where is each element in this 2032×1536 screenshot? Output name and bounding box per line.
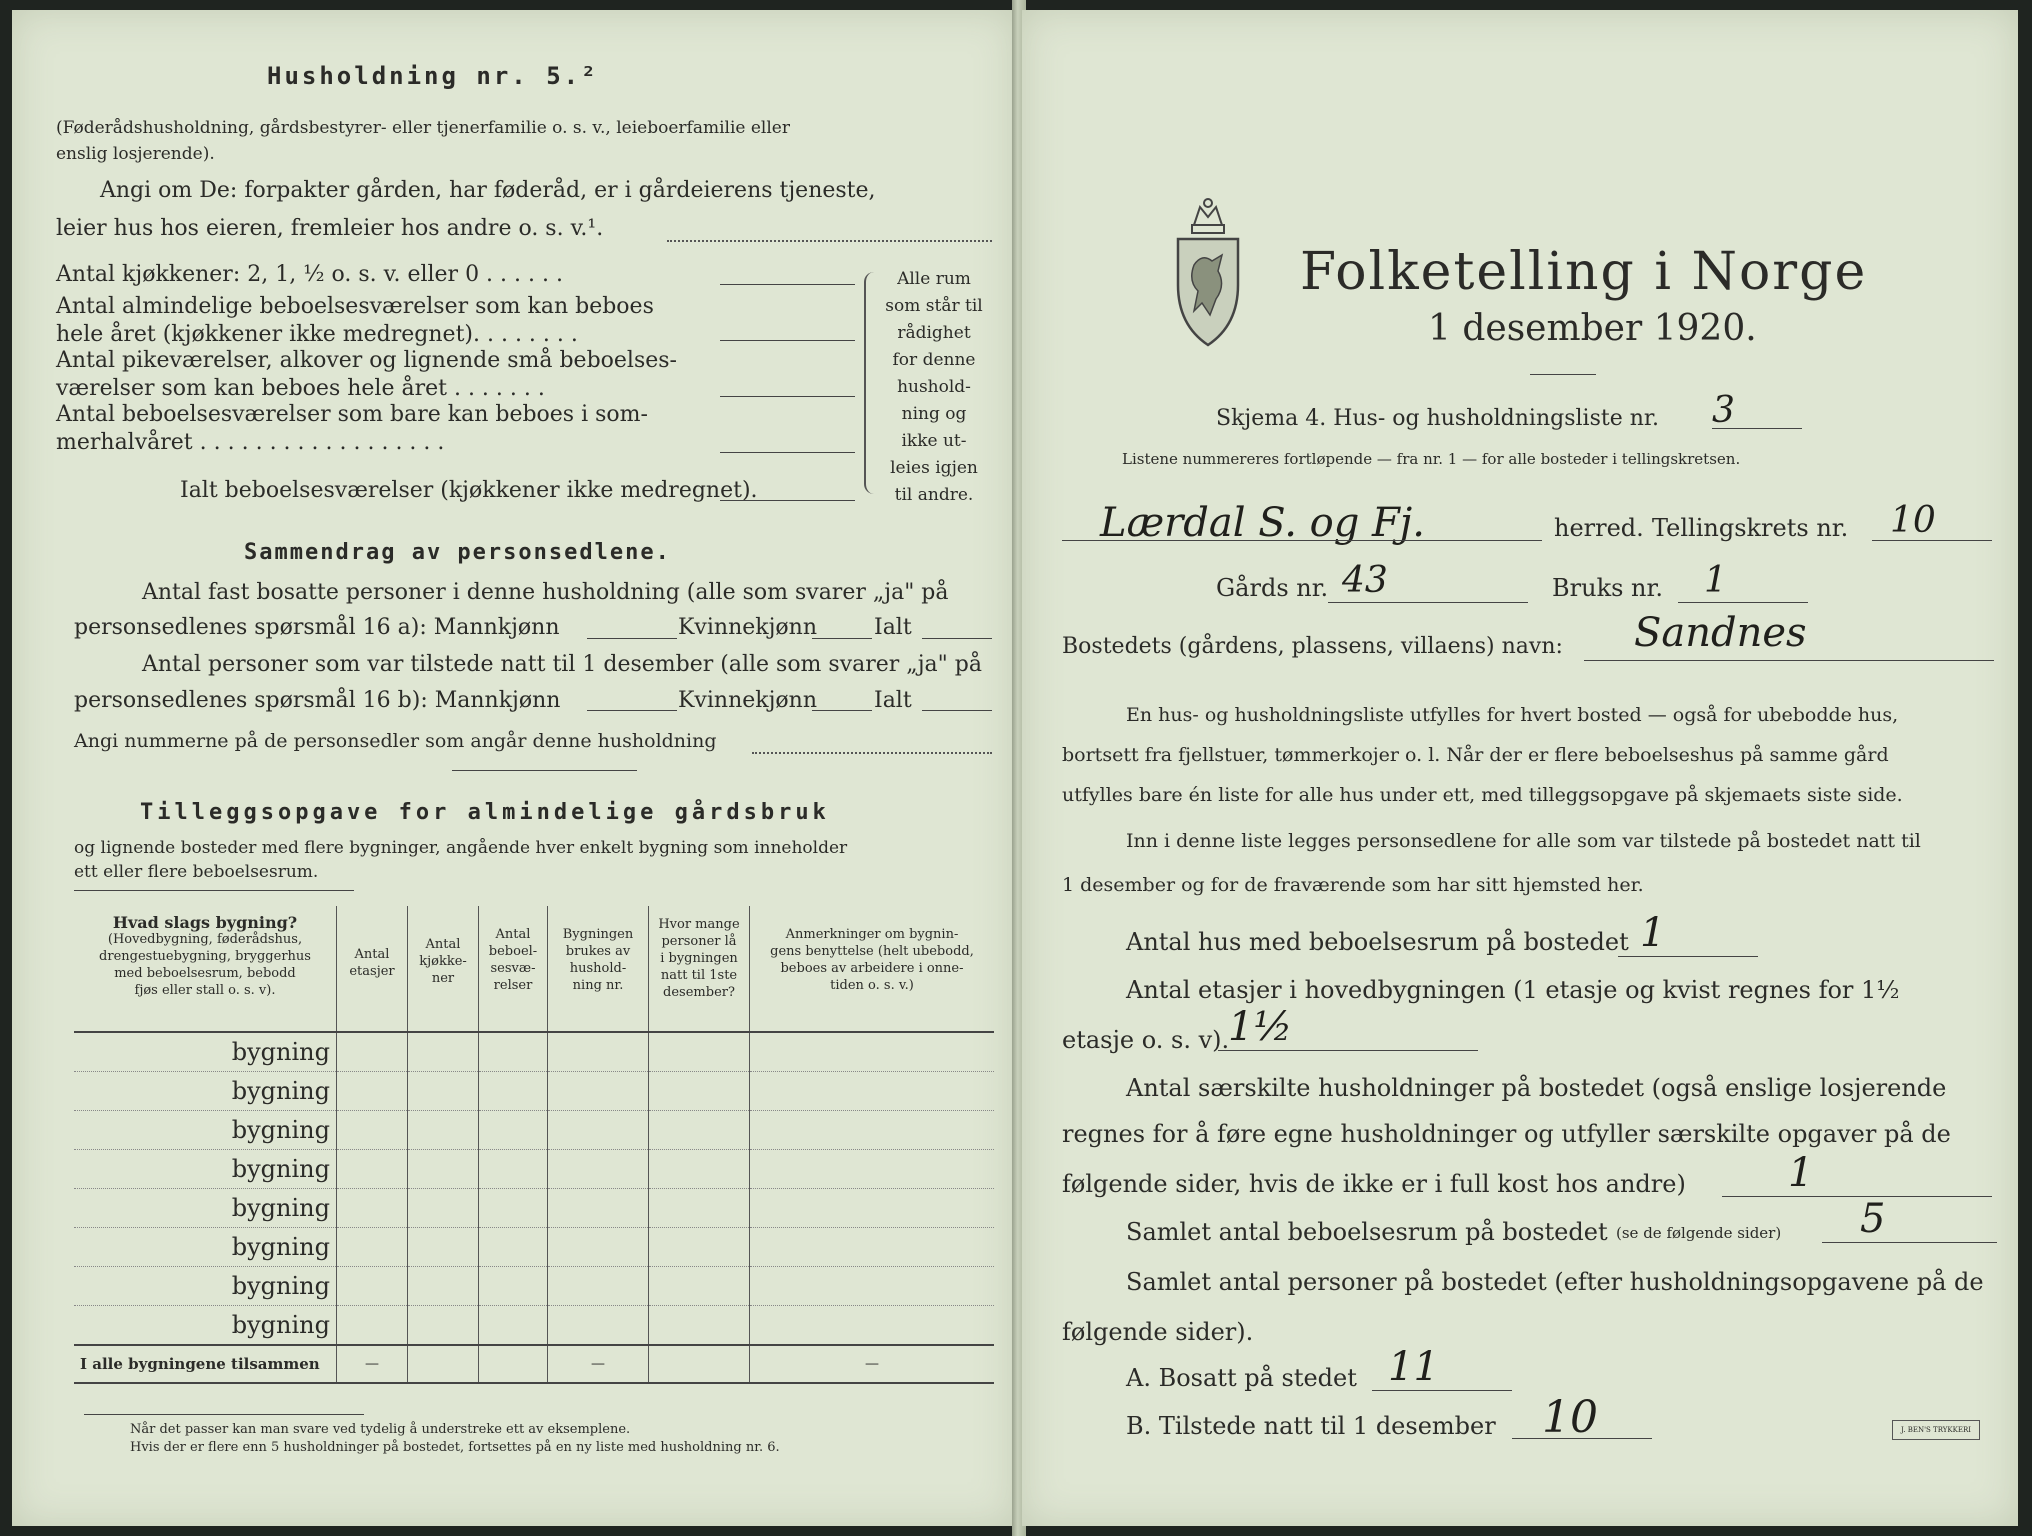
- building-cell[interactable]: [548, 1150, 649, 1189]
- summary-title: Sammendrag av personsedlene.: [244, 540, 671, 565]
- table-row: [74, 1111, 994, 1150]
- coat-of-arms-icon: [1172, 195, 1244, 355]
- building-cell[interactable]: [548, 1032, 649, 1072]
- building-cell[interactable]: [337, 1032, 408, 1072]
- building-cell[interactable]: [337, 1306, 408, 1346]
- building-cell[interactable]: [548, 1306, 649, 1346]
- summary-2b: personsedlenes spørsmål 16 b): Mannkjønn: [74, 688, 561, 713]
- rum-small: (se de følgende sider): [1616, 1224, 1782, 1242]
- building-row-label: bygning: [74, 1228, 337, 1267]
- footnote-1: Når det passer kan man svare ved tydelig å understreke ett av eksemplene.: [130, 1422, 631, 1437]
- col-etasjer: Antal etasjer: [337, 906, 408, 1032]
- building-cell[interactable]: [479, 1267, 548, 1306]
- building-cell[interactable]: [649, 1072, 750, 1111]
- rum-value[interactable]: 5: [1860, 1196, 1886, 1242]
- left-page: [12, 10, 1015, 1526]
- summary-1a: Antal fast bosatte personer i denne husholdning (alle som svarer „ja" på: [142, 580, 949, 605]
- col-beboelsesvaerelser: Antal beboel- sesvæ- relser: [479, 906, 548, 1032]
- building-cell[interactable]: [408, 1032, 479, 1072]
- kvinne-2: Kvinnekjønn: [678, 688, 817, 713]
- building-row-label: bygning: [74, 1189, 337, 1228]
- census-date: 1 desember 1920.: [1428, 308, 1757, 349]
- table-row: [74, 1228, 994, 1267]
- krets-value[interactable]: 10: [1890, 500, 1936, 541]
- building-cell[interactable]: [408, 1189, 479, 1228]
- para-4: Inn i denne liste legges personsedlene for alle som var tilstede på bostedet natt til: [1126, 830, 1921, 852]
- building-cell[interactable]: [408, 1150, 479, 1189]
- census-title: Folketelling i Norge: [1300, 242, 1868, 302]
- building-row-label: bygning: [74, 1032, 337, 1072]
- building-cell[interactable]: [649, 1111, 750, 1150]
- rooms-line-4: Antal pikeværelser, alkover og lignende små beboelses-: [56, 348, 677, 373]
- building-cell[interactable]: [408, 1267, 479, 1306]
- rooms-line-5: værelser som kan beboes hele året . . . . . . .: [56, 376, 545, 401]
- building-cell[interactable]: [337, 1228, 408, 1267]
- household-title: Husholdning nr. 5.²: [267, 62, 599, 90]
- col-building-type: Hvad slags bygning? (Hovedbygning, føderådshus, drengestuebygning, bryggerhus med beboelsesrum, bebodd fjøs eller stall o. s. v).: [74, 906, 337, 1032]
- building-cell[interactable]: [337, 1111, 408, 1150]
- building-cell[interactable]: [479, 1111, 548, 1150]
- col-anmerkninger: Anmerkninger om bygnin- gens benyttelse (helt ubebodd, beboes av arbeidere i onne- tiden o. s. v.): [750, 906, 995, 1032]
- table-row: [74, 1306, 994, 1346]
- total-husholdning: —: [548, 1345, 649, 1383]
- total-etasjer: —: [337, 1345, 408, 1383]
- building-cell[interactable]: [649, 1228, 750, 1267]
- building-cell[interactable]: [479, 1189, 548, 1228]
- building-cell[interactable]: [479, 1228, 548, 1267]
- tillegg-line-1: og lignende bosteder med flere bygninger, angående hver enkelt bygning som inneholder: [74, 838, 848, 858]
- listene-note: Listene nummereres fortløpende — fra nr. 1 — for alle bosteder i tellingskretsen.: [1122, 450, 1741, 468]
- para-3: utfylles bare én liste for alle hus under ett, med tilleggsopgave på skjemaets siste side.: [1062, 784, 1903, 806]
- herred-value[interactable]: Lærdal S. og Fj.: [1100, 500, 1425, 546]
- intro-line-1: (Føderådshusholdning, gårdsbestyrer- eller tjenerfamilie o. s. v., leieboerfamilie eller: [56, 118, 790, 138]
- etasjer-line-2: etasje o. s. v).: [1062, 1026, 1230, 1054]
- building-cell[interactable]: [337, 1267, 408, 1306]
- gards-value[interactable]: 43: [1342, 560, 1388, 601]
- ialt-rooms: Ialt beboelsesværelser (kjøkkener ikke medregnet).: [180, 478, 758, 503]
- bruks-value[interactable]: 1: [1704, 560, 1727, 601]
- table-row: [74, 1032, 994, 1072]
- col-personer: Hvor mange personer lå i bygningen natt til 1ste desember?: [649, 906, 750, 1032]
- kvinne-1: Kvinnekjønn: [678, 615, 817, 640]
- skjema-line: Skjema 4. Hus- og husholdningsliste nr.: [1216, 406, 1659, 431]
- sk-line-3: følgende sider, hvis de ikke er i full kost hos andre): [1062, 1170, 1686, 1198]
- para-5: 1 desember og for de fraværende som har sitt hjemsted her.: [1062, 874, 1644, 896]
- angi-line-2: leier hus hos eieren, fremleier hos andre o. s. v.¹.: [56, 216, 604, 241]
- building-cell[interactable]: [548, 1267, 649, 1306]
- table-row: [74, 1267, 994, 1306]
- a-value[interactable]: 11: [1388, 1344, 1439, 1390]
- building-cell[interactable]: [408, 1306, 479, 1346]
- building-cell[interactable]: [337, 1072, 408, 1111]
- etasjer-value[interactable]: 1½: [1228, 1004, 1293, 1050]
- gards-label: Gårds nr.: [1216, 574, 1329, 602]
- footnote-2: Hvis der er flere enn 5 husholdninger på bostedet, fortsettes på en ny liste med husholdning nr. 6.: [130, 1440, 780, 1455]
- bruks-label: Bruks nr.: [1552, 574, 1663, 602]
- rooms-line-1: Antal kjøkkener: 2, 1, ½ o. s. v. eller 0 . . . . . .: [56, 262, 563, 287]
- pers-line-2: følgende sider).: [1062, 1318, 1254, 1346]
- building-cell[interactable]: [750, 1189, 995, 1228]
- building-cell[interactable]: [649, 1306, 750, 1346]
- building-table: [74, 906, 994, 1384]
- col-kjokkener: Antal kjøkke- ner: [408, 906, 479, 1032]
- building-cell[interactable]: [479, 1306, 548, 1346]
- col-husholdning-nr: Bygningen brukes av hushold- ning nr.: [548, 906, 649, 1032]
- building-cell[interactable]: [408, 1111, 479, 1150]
- sk-value[interactable]: 1: [1788, 1150, 1814, 1196]
- building-row-label: bygning: [74, 1306, 337, 1346]
- building-cell[interactable]: [479, 1032, 548, 1072]
- building-cell[interactable]: [479, 1072, 548, 1111]
- building-cell[interactable]: [548, 1111, 649, 1150]
- building-cell[interactable]: [750, 1228, 995, 1267]
- building-cell[interactable]: [408, 1228, 479, 1267]
- table-row: [74, 1150, 994, 1189]
- tillegg-line-2: ett eller flere beboelsesrum.: [74, 862, 319, 882]
- hus-label: Antal hus med beboelsesrum på bostedet: [1126, 928, 1629, 956]
- bosted-value[interactable]: Sandnes: [1634, 610, 1807, 656]
- building-cell[interactable]: [750, 1306, 995, 1346]
- building-cell[interactable]: [750, 1150, 995, 1189]
- building-cell[interactable]: [548, 1072, 649, 1111]
- building-cell[interactable]: [479, 1150, 548, 1189]
- krets-label: Tellingskrets nr.: [1652, 514, 1849, 542]
- a-label: A. Bosatt på stedet: [1126, 1364, 1357, 1392]
- para-2: bortsett fra fjellstuer, tømmerkojer o. l. Når der er flere beboelseshus på samme gård: [1062, 744, 1889, 766]
- building-cell[interactable]: [548, 1228, 649, 1267]
- building-cell[interactable]: [649, 1032, 750, 1072]
- building-cell[interactable]: [649, 1189, 750, 1228]
- etasjer-line-1: Antal etasjer i hovedbygningen (1 etasje og kvist regnes for 1½: [1126, 976, 1900, 1004]
- building-row-label: bygning: [74, 1267, 337, 1306]
- bosted-label: Bostedets (gårdens, plassens, villaens) navn:: [1062, 634, 1563, 659]
- building-cell[interactable]: [649, 1267, 750, 1306]
- para-1: En hus- og husholdningsliste utfylles for hvert bosted — også for ubebodde hus,: [1126, 704, 1899, 726]
- rooms-line-2: Antal almindelige beboelsesværelser som kan beboes: [56, 294, 654, 319]
- summary-1b: personsedlenes spørsmål 16 a): Mannkjønn: [74, 615, 560, 640]
- ialt-1: Ialt: [874, 615, 912, 640]
- ialt-2: Ialt: [874, 688, 912, 713]
- sk-line-2: regnes for å føre egne husholdninger og utfyller særskilte opgaver på de: [1062, 1120, 1951, 1148]
- building-cell[interactable]: [649, 1150, 750, 1189]
- rooms-line-3: hele året (kjøkkener ikke medregnet). . . . . . . .: [56, 322, 578, 347]
- rooms-line-6: Antal beboelsesværelser som bare kan beboes i som-: [56, 402, 648, 427]
- table-row: [74, 1189, 994, 1228]
- right-page: [1022, 10, 2018, 1526]
- b-label: B. Tilstede natt til 1 desember: [1126, 1412, 1496, 1440]
- building-row-label: bygning: [74, 1072, 337, 1111]
- skjema-nr-value[interactable]: 3: [1712, 390, 1735, 431]
- table-total-row: [74, 1345, 994, 1383]
- rooms-brace: [864, 272, 876, 494]
- side-note: Alle rum som står til rådighet for denne hushold- ning og ikke ut- leies igjen til andre.: [885, 269, 983, 505]
- table-row: [74, 1072, 994, 1111]
- building-cell[interactable]: [750, 1032, 995, 1072]
- intro-line-2: enslig losjerende).: [56, 144, 215, 164]
- building-cell[interactable]: [337, 1189, 408, 1228]
- b-value[interactable]: 10: [1542, 1392, 1598, 1443]
- rum-label: Samlet antal beboelsesrum på bostedet: [1126, 1218, 1608, 1246]
- tillegg-title: Tilleggsopgave for almindelige gårdsbruk: [140, 800, 830, 825]
- total-label: I alle bygningene tilsammen: [74, 1345, 337, 1383]
- building-row-label: bygning: [74, 1111, 337, 1150]
- building-cell[interactable]: [337, 1150, 408, 1189]
- angi-line-1: Angi om De: forpakter gården, har føderåd, er i gårdeierens tjeneste,: [100, 178, 876, 203]
- building-cell[interactable]: [548, 1189, 649, 1228]
- building-row-label: bygning: [74, 1150, 337, 1189]
- pers-line-1: Samlet antal personer på bostedet (efter husholdningsopgavene på de: [1126, 1268, 1984, 1296]
- herred-label: herred.: [1554, 514, 1644, 542]
- printer-stamp: J. BEN'S TRYKKERI: [1892, 1420, 1980, 1440]
- nummerne-line: Angi nummerne på de personsedler som angår denne husholdning: [74, 730, 717, 752]
- building-cell[interactable]: [408, 1072, 479, 1111]
- building-cell[interactable]: [750, 1267, 995, 1306]
- hus-value[interactable]: 1: [1640, 910, 1666, 956]
- building-cell[interactable]: [750, 1072, 995, 1111]
- sk-line-1: Antal særskilte husholdninger på bostedet (også enslige losjerende: [1126, 1074, 1947, 1102]
- rooms-line-7: merhalvåret . . . . . . . . . . . . . . . . . .: [56, 430, 445, 455]
- summary-2a: Antal personer som var tilstede natt til 1 desember (alle som svarer „ja" på: [142, 652, 982, 677]
- building-cell[interactable]: [750, 1111, 995, 1150]
- total-anmerkninger: —: [750, 1345, 995, 1383]
